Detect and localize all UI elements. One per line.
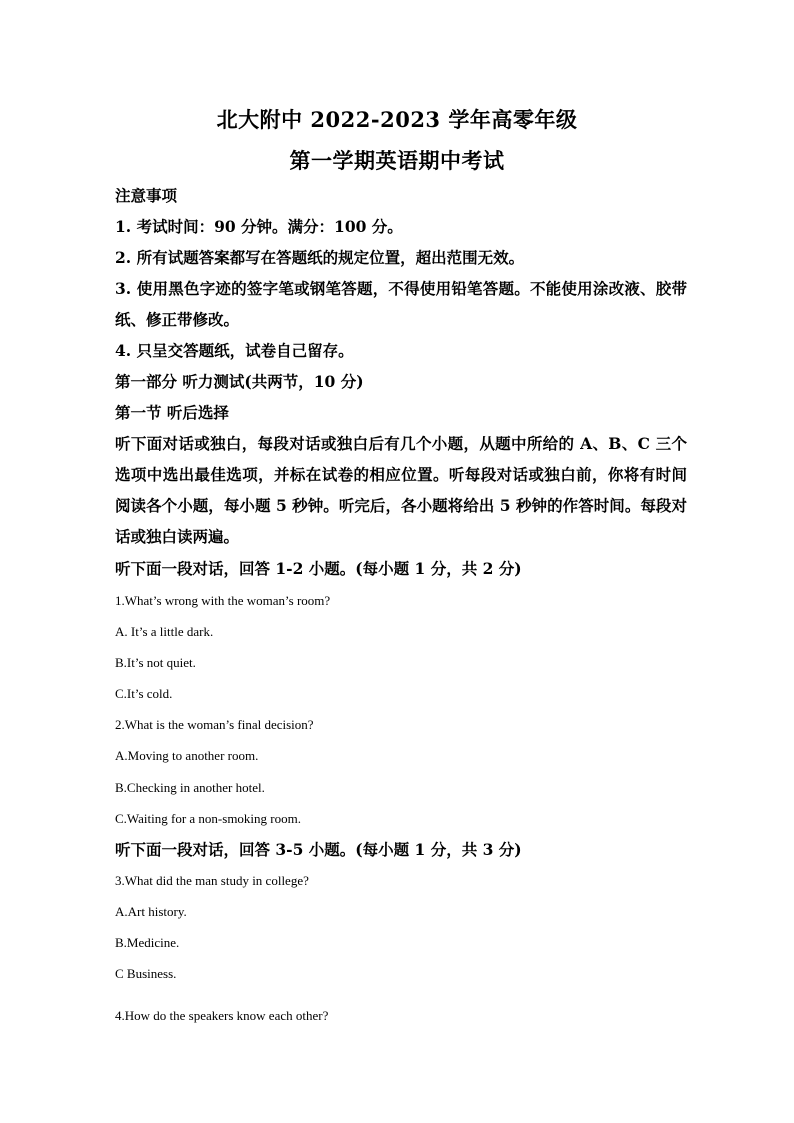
- q3-option-c: C Business.: [115, 966, 177, 981]
- part1-heading: 第一部分 听力测试(共两节，10 分): [115, 372, 364, 391]
- q3-option-a: A.Art history.: [115, 904, 187, 919]
- q1-option-b: B.It’s not quiet.: [115, 655, 196, 670]
- q2-stem: 2.What is the woman’s final decision?: [115, 717, 314, 732]
- section1-heading: 第一节 听后选择: [115, 403, 229, 422]
- q2-option-a: A.Moving to another room.: [115, 748, 259, 763]
- q2-option-c: C.Waiting for a non-smoking room.: [115, 811, 301, 826]
- notice-item-3: 3. 使用黑色字迹的签字笔或钢笔答题，不得使用铅笔答题。不能使用涂改液、胶带纸、修正带修改。: [115, 279, 687, 329]
- notice-item-4: 4. 只呈交答题纸，试卷自己留存。: [115, 341, 354, 360]
- notice-item-2: 2. 所有试题答案都写在答题纸的规定位置，超出范围无效。: [115, 248, 525, 267]
- q1-stem: 1.What’s wrong with the woman’s room?: [115, 593, 331, 608]
- group2-heading: 听下面一段对话，回答 3-5 小题。(每小题 1 分，共 3 分): [115, 840, 522, 859]
- q3-option-b: B.Medicine.: [115, 935, 180, 950]
- exam-title-line1: 北大附中 2022-2023 学年高零年级: [216, 107, 578, 132]
- notice-item-1: 1. 考试时间：90 分钟。满分：100 分。: [115, 217, 403, 236]
- q1-option-c: C.It’s cold.: [115, 686, 173, 701]
- exam-title-line2: 第一学期英语期中考试: [289, 148, 505, 173]
- q3-stem: 3.What did the man study in college?: [115, 873, 309, 888]
- section1-instructions: 听下面对话或独白，每段对话或独白后有几个小题，从题中所给的 A、B、C 三个选项中选出最佳选项，并标在试卷的相应位置。听每段对话或独白前，你将有时间阅读各个小题，每小题 5 秒钟。听完后，各小题将给出 5 秒钟的作答时间。每段对话或独白读两遍。: [115, 434, 687, 546]
- notice-heading: 注意事项: [115, 186, 178, 205]
- q4-stem: 4.How do the speakers know each other?: [115, 1008, 329, 1023]
- q2-option-b: B.Checking in another hotel.: [115, 780, 265, 795]
- group1-heading: 听下面一段对话，回答 1-2 小题。(每小题 1 分，共 2 分): [115, 559, 522, 578]
- q1-option-a: A. It’s a little dark.: [115, 624, 214, 639]
